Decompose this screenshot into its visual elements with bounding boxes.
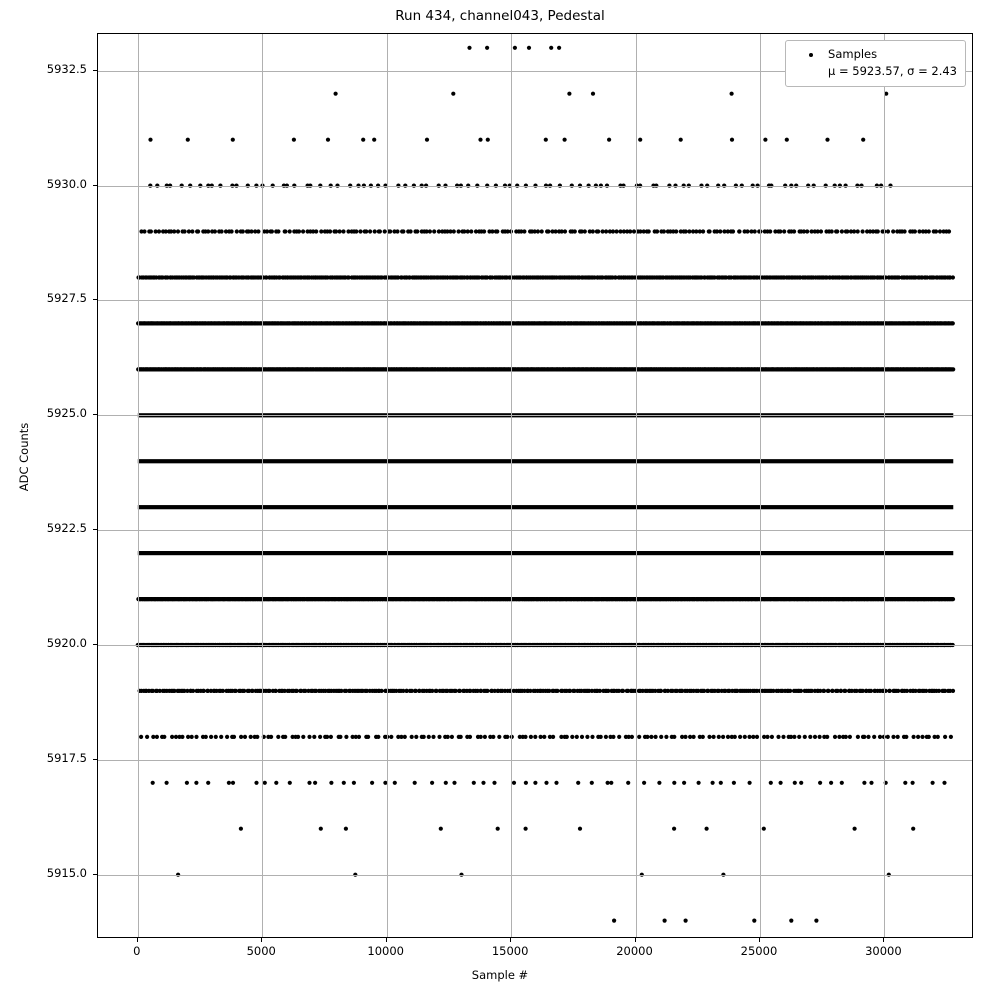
gridline-horizontal xyxy=(98,186,972,187)
legend-entry-stats xyxy=(794,63,957,80)
x-tick-label: 0 xyxy=(133,944,141,958)
x-tick xyxy=(759,938,760,942)
y-tick-label: 5922.5 xyxy=(46,521,87,536)
y-tick-label: 5915.0 xyxy=(46,865,87,880)
gridline-vertical xyxy=(262,34,263,937)
x-tick xyxy=(883,938,884,942)
x-tick-label: 5000 xyxy=(246,944,276,958)
gridline-horizontal xyxy=(98,875,972,876)
x-tick-label: 10000 xyxy=(367,944,404,958)
plot-area xyxy=(97,33,973,938)
legend-marker-icon xyxy=(794,53,828,57)
gridline-horizontal xyxy=(98,300,972,301)
chart-title: Run 434, channel043, Pedestal xyxy=(395,8,605,24)
y-tick-label: 5930.0 xyxy=(46,176,87,191)
x-tick xyxy=(261,938,262,942)
y-tick xyxy=(93,299,97,300)
x-axis-label: Sample # xyxy=(471,968,529,982)
x-tick-label: 25000 xyxy=(740,944,778,958)
gridline-vertical xyxy=(138,34,139,937)
x-tick xyxy=(510,938,511,942)
y-tick-label: 5925.0 xyxy=(46,406,87,421)
y-tick-label: 5917.5 xyxy=(46,750,87,765)
y-axis-label: ADC Counts xyxy=(17,422,31,492)
gridline-horizontal xyxy=(98,530,972,531)
gridline-vertical xyxy=(387,34,388,937)
y-tick xyxy=(93,185,97,186)
y-tick xyxy=(93,874,97,875)
gridline-vertical xyxy=(636,34,637,937)
gridline-vertical xyxy=(511,34,512,937)
x-tick xyxy=(386,938,387,942)
legend-label-samples: Samples xyxy=(828,47,878,61)
gridline-horizontal xyxy=(98,645,972,646)
gridline-horizontal xyxy=(98,760,972,761)
legend-entry-samples xyxy=(794,46,957,63)
scatter-points xyxy=(98,34,973,938)
y-tick xyxy=(93,70,97,71)
y-tick xyxy=(93,644,97,645)
x-tick xyxy=(137,938,138,942)
y-tick-label: 5927.5 xyxy=(46,291,87,306)
x-tick-label: 30000 xyxy=(865,944,902,958)
x-tick-label: 20000 xyxy=(616,944,653,958)
x-tick xyxy=(635,938,636,942)
gridline-vertical xyxy=(760,34,761,937)
legend-label-stats: μ = 5923.57, σ = 2.43 xyxy=(828,64,957,78)
gridline-vertical xyxy=(884,34,885,937)
y-tick xyxy=(93,414,97,415)
y-tick-label: 5932.5 xyxy=(46,61,87,76)
x-tick-label: 15000 xyxy=(491,944,529,958)
y-tick xyxy=(93,759,97,760)
y-tick xyxy=(93,529,97,530)
gridline-horizontal xyxy=(98,415,972,416)
y-tick-label: 5920.0 xyxy=(46,635,87,650)
chart-legend xyxy=(785,40,966,87)
